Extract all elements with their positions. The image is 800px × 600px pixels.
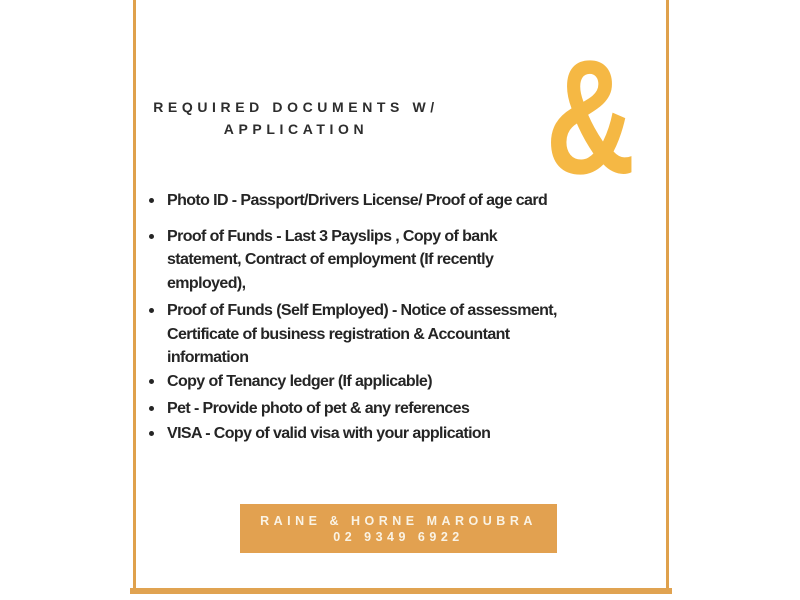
agency-name: RAINE & HORNE MAROUBRA [260, 513, 537, 528]
page-title-line1: REQUIRED DOCUMENTS W/ [153, 99, 439, 115]
list-item-text: statement, Contract of employment (If recently [167, 251, 494, 268]
required-documents-list [148, 189, 618, 445]
list-item-photo-id [148, 189, 618, 213]
phone-number: 02 9349 6922 [333, 529, 464, 544]
list-item-text: Proof of Funds (Self Employed) - Notice of assessment, [167, 302, 557, 319]
list-item-proof-of-funds-self-employed [148, 299, 618, 370]
list-item-text: Proof of Funds - Last 3 Payslips , Copy of bank [167, 227, 498, 245]
list-item-proof-of-funds [148, 225, 618, 296]
contact-banner [240, 504, 557, 553]
page-title [136, 96, 456, 140]
page-title-line2: APPLICATION [223, 121, 369, 137]
bullet-icon [149, 431, 154, 436]
frame-border-left [133, 0, 136, 592]
bullet-icon [149, 379, 154, 384]
ampersand-logo [518, 26, 663, 209]
list-item-text: employed), [167, 274, 246, 292]
list-item-text: Copy of Tenancy ledger (If applicable) [167, 372, 432, 390]
ampersand-icon: & [545, 26, 636, 209]
list-item-text: Certificate of business registration & Accountant [167, 325, 510, 343]
list-item-text: information [167, 349, 249, 366]
bullet-icon [149, 234, 154, 239]
bullet-icon [149, 406, 154, 411]
list-item-text: VISA - Copy of valid visa with your application [167, 424, 491, 442]
list-item-text: Pet - Provide photo of pet & any references [167, 400, 470, 417]
list-item-text: Photo ID - Passport/Drivers License/ Proof of age card [167, 192, 548, 209]
list-item-visa [148, 422, 618, 446]
frame-border-right [666, 0, 669, 592]
bullet-icon [149, 308, 154, 313]
list-item-pet [148, 397, 618, 421]
list-item-tenancy-ledger [148, 370, 618, 394]
frame-border-bottom [130, 588, 672, 594]
bullet-icon [149, 198, 154, 203]
